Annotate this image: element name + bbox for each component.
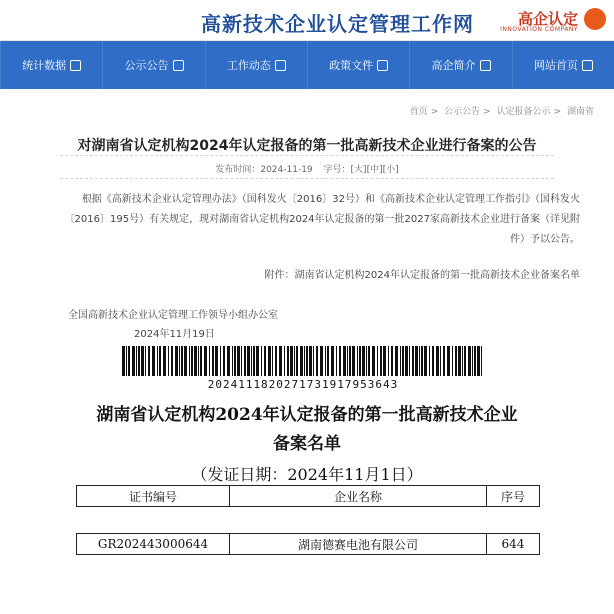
- nav-news[interactable]: [205, 41, 307, 89]
- divider: [60, 155, 554, 156]
- nav-home[interactable]: [512, 41, 614, 89]
- table-row: [77, 534, 540, 555]
- issue-date: （发证日期：2024年11月1日）: [191, 465, 423, 484]
- nav-news-label: 工作动态: [226, 59, 271, 72]
- nav-stats-label: 统计数据: [22, 59, 67, 72]
- logo-subtext: INNOVATION COMPANY: [500, 26, 578, 33]
- list-table: [76, 533, 540, 555]
- file-icon: [377, 60, 388, 71]
- nav-intro[interactable]: [409, 41, 511, 89]
- attachment-link[interactable]: 附件：湖南省认定机构2024年认定报备的第一批高新技术企业备案名单: [264, 270, 580, 281]
- signature-org: 全国高新技术企业认定管理工作领导小组办公室: [68, 310, 278, 321]
- megaphone-icon: [173, 60, 184, 71]
- article-meta: [20, 162, 594, 175]
- nav-notice[interactable]: [102, 41, 204, 89]
- nav-home-label: 网站首页: [533, 59, 578, 72]
- col-header-no: 序号: [487, 486, 540, 507]
- site-title[interactable]: 高新技术企业认定管理工作网: [201, 12, 474, 36]
- breadcrumb-separator: >: [483, 107, 491, 117]
- table-header-row: [77, 486, 540, 507]
- breadcrumb-publicity[interactable]: 认定报备公示: [496, 107, 551, 117]
- cell-code: GR202443000644: [77, 534, 230, 555]
- site-logo[interactable]: [496, 6, 606, 36]
- site-header: [0, 0, 614, 41]
- main-nav: [0, 41, 614, 89]
- article-paragraph: 根据《高新技术企业认定管理办法》（国科发火〔2016〕32号）和《高新技术企业认定管理工作指引》（国科发火〔2016〕195号）有关规定，现对湖南省认定机构2024年认定报备的第一批2027家高新技术企业进行备案（详见附件）予以公告。: [64, 194, 580, 245]
- breadcrumb-current: 湖南省: [566, 107, 594, 117]
- breadcrumb-separator: >: [430, 107, 439, 117]
- list-header-table: [76, 485, 540, 507]
- nav-policy[interactable]: [307, 41, 409, 89]
- barcode-number: 2024111820271731917953643: [207, 378, 399, 391]
- signature-date: 2024年11月19日: [134, 329, 215, 340]
- publish-date: 发布时间：2024-11-19: [215, 165, 313, 175]
- breadcrumb-home[interactable]: 首页: [409, 107, 428, 117]
- doc-icon: [480, 60, 491, 71]
- logo-text: 高企认定: [517, 10, 578, 28]
- document-title: 湖南省认定机构2024年认定报备的第一批高新技术企业: [96, 405, 518, 425]
- breadcrumb-separator: >: [553, 107, 562, 117]
- nav-intro-label: 高企简介: [431, 59, 476, 72]
- breadcrumb-notice[interactable]: 公示公告: [444, 107, 481, 117]
- cell-name: 湖南德赛电池有限公司: [230, 534, 487, 555]
- document-subtitle: 备案名单: [273, 434, 341, 454]
- breadcrumb: [407, 104, 594, 117]
- font-size-switch[interactable]: 字号：[大][中][小]: [323, 165, 399, 175]
- logo-mark-icon: [584, 8, 606, 30]
- nav-notice-label: 公示公告: [124, 59, 169, 72]
- nav-policy-label: 政策文件: [329, 59, 374, 72]
- col-header-name: 企业名称: [230, 486, 487, 507]
- divider: [60, 178, 554, 179]
- home-icon: [582, 60, 593, 71]
- chart-icon: [70, 60, 81, 71]
- news-icon: [275, 60, 286, 71]
- cell-no: 644: [487, 534, 540, 555]
- barcode-image: [122, 346, 484, 376]
- col-header-code: 证书编号: [77, 486, 230, 507]
- nav-stats[interactable]: [0, 41, 102, 89]
- article-title: 对湖南省认定机构2024年认定报备的第一批高新技术企业进行备案的公告: [77, 138, 537, 154]
